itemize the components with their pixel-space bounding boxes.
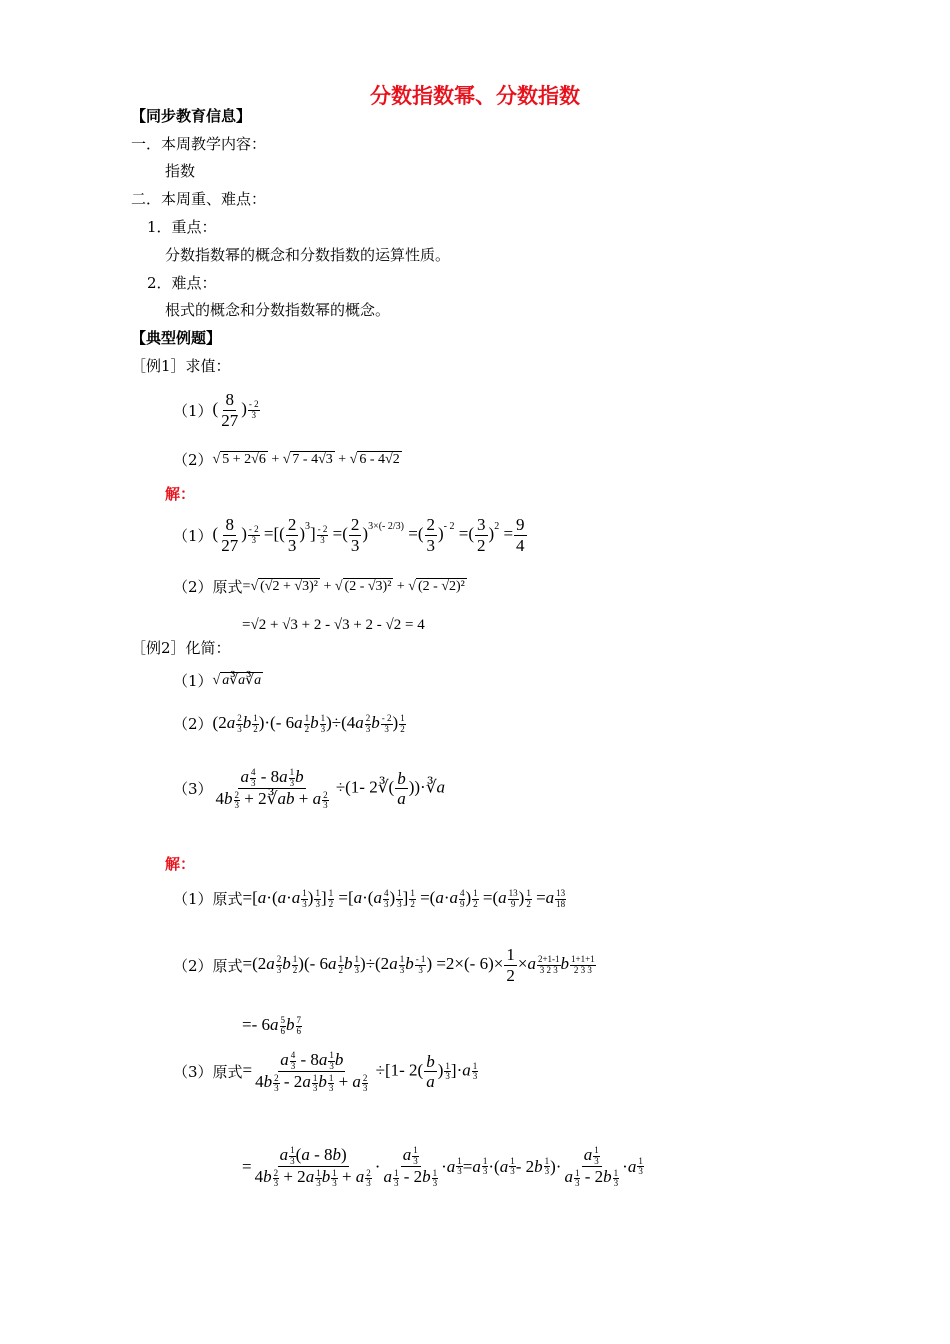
- example-2-solution-2: [173, 945, 596, 985]
- math-expression: ( $\frac{8}{27}$ ) $\frac{- 2}{3}$ =[( $\frac{2}{3}$ )$^3$] $\frac{- 2}{3}$ =( $\frac{2}{3}$ )$^{3\times(- 2/3)}$ =( $\frac{2}{3}$ )$^{- 2}$ =( $\frac{3}{2}$ )$^2$ = $\frac{9}{4}$: [212, 515, 525, 555]
- outline-item-1-body: 指数: [165, 162, 196, 180]
- example-1-solution-2-result: =√2 + √3 + 2 - √3 + 2 - √2 = 4: [242, 617, 425, 633]
- solution-number: （1）原式: [173, 890, 243, 909]
- math-expression: (2a $\frac{2}{3}$ b $\frac{1}{2}$ )·(- 6a $\frac{1}{2}$ b $\frac{1}{3}$ )÷(4a $\frac{2}{3}$ b $\frac{- 2}{3}$ ) $\frac{1}{2}$: [212, 713, 405, 734]
- example-2-solution-1: [173, 888, 566, 909]
- example-1-problem-2: [173, 449, 402, 470]
- problem-number: （1）: [173, 401, 213, 420]
- key-point-body: 分数指数幂的概念和分数指数的运算性质。: [165, 246, 451, 264]
- example-2-solution-3: [173, 1050, 478, 1093]
- example-2-label: ［例2］化简：: [131, 639, 231, 657]
- math-expression: = a $\frac{4}{3}$ - 8a $\frac{1}{3}$ b 4b $\frac{2}{3}$ - 2a $\frac{1}{3}$ b $\frac{1}{3}$ + a $\frac{2}{3}$ ÷[1- 2( $\frac{b}{a}$ ) $\frac{1}{3}$ ]·a $\frac{1}{3}$: [242, 1050, 478, 1093]
- example-1-solution-1: [173, 515, 528, 555]
- problem-number: （2）: [173, 451, 213, 469]
- problem-number: （2）: [173, 715, 213, 734]
- math-expression: ( $\frac{8}{27}$ ) $\frac{- 2}{3}$: [212, 390, 259, 430]
- solution-number: （3）原式: [173, 1063, 243, 1082]
- example-1-solution-label: 解：: [165, 485, 196, 503]
- example-2-problem-2: [173, 713, 406, 734]
- example-2-problem-3: [173, 767, 445, 810]
- section-sync-info: 【同步教育信息】: [131, 107, 252, 125]
- math-expression: √ 5 + 2√6 + √ 7 - 4√3 + √ 6 - 4√2: [212, 451, 400, 467]
- math-expression: a $\frac{4}{3}$ - 8a $\frac{1}{3}$ b 4b $\frac{2}{3}$ + 2∛ab + a $\frac{2}{3}$ ÷(1- 2∛( $\frac{b}{a}$ ))·∛a: [215, 767, 446, 810]
- math-expression: √ a∛a∛a: [212, 673, 262, 688]
- difficult-point-body: 根式的概念和分数指数幂的概念。: [165, 301, 391, 319]
- key-point-label: 1．重点：: [147, 218, 217, 236]
- example-2-solution-2-result: =- 6a $\frac{5}{6}$ b $\frac{7}{6}$: [242, 1015, 301, 1036]
- example-1-problem-1: [173, 390, 260, 430]
- difficult-point-label: 2．难点：: [147, 274, 217, 292]
- outline-item-2: 二．本周重、难点：: [131, 190, 267, 208]
- example-2-problem-1: [173, 670, 263, 691]
- outline-item-1: 一．本周教学内容：: [131, 135, 267, 153]
- solution-number: （2）原式: [173, 956, 243, 975]
- solution-number: （2）原式: [173, 578, 243, 596]
- math-expression: =√ (√2 + √3)² + √ (2 - √3)² + √ (2 - √2)²: [242, 578, 465, 594]
- solution-number: （1）: [173, 526, 213, 545]
- example-2-solution-3-continued: = a $\frac{1}{3}$ (a - 8b) 4b $\frac{2}{3}$ + 2a $\frac{1}{3}$ b $\frac{1}{3}$ + a $\frac{2}{3}$ · a $\frac{1}{3}$ a $\frac{1}{3}$ - 2b $\frac{1}{3}$ · a 1 3 = a 1 3 ·( a 1 3 - 2 b 1 3 )· a $\frac{1}{3}$ a $\frac{1}{3}$ - 2b $\frac{1}{3}$ · a 1 3: [242, 1145, 643, 1188]
- problem-number: （3）: [173, 780, 213, 799]
- example-1-solution-2: [173, 576, 467, 597]
- example-2-solution-label: 解：: [165, 855, 196, 873]
- example-1-label: ［例1］求值：: [131, 357, 231, 375]
- math-expression: =(2a $\frac{2}{3}$ b $\frac{1}{2}$ )(- 6a $\frac{1}{2}$ b $\frac{1}{3}$ )÷(2a $\frac{1}{3}$ b $\frac{- 1}{3}$ ) =2×(- 6)× $\frac{1}{2}$ ×a $\frac{2+1-1}{3 2 3}$ b $\frac{1+1+1}{2 3 3}$: [242, 945, 595, 985]
- problem-number: （1）: [173, 672, 213, 690]
- section-typical-examples: 【典型例题】: [131, 329, 222, 347]
- math-expression: =[a·(a·a $\frac{1}{3}$ ) $\frac{1}{3}$ ] $\frac{1}{2}$ =[a·(a $\frac{4}{3}$ ) $\frac{1}{3}$ ] $\frac{1}{2}$ =(a·a $\frac{4}{9}$ ) $\frac{1}{2}$ =(a $\frac{13}{9}$ ) $\frac{1}{2}$ =a $\frac{13}{18}$: [242, 888, 566, 909]
- page-title: 分数指数幂、分数指数: [370, 84, 580, 108]
